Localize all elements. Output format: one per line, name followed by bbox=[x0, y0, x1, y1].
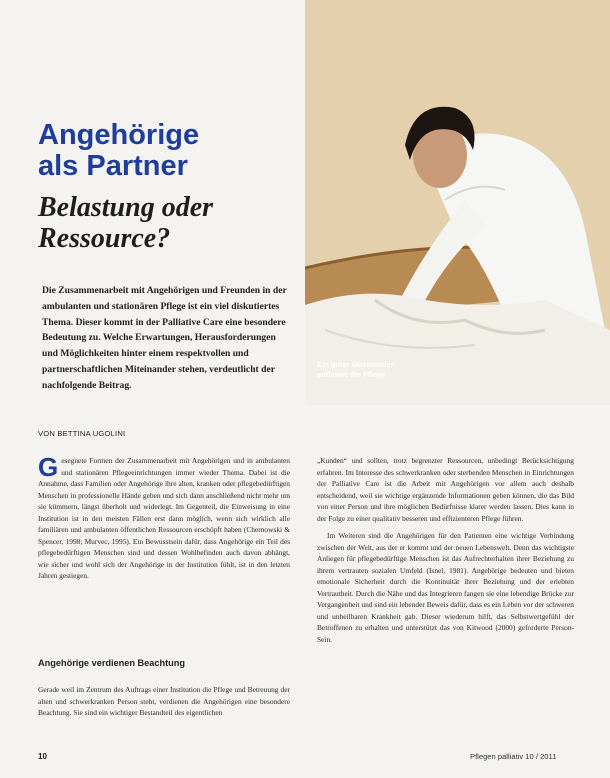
article-title-line-1: Angehörige bbox=[38, 119, 200, 151]
photo-caption-line-1: Ein guter Miteinander bbox=[317, 360, 394, 369]
paragraph-intro-text: esegnete Formen der Zusammenarbeit mit Angehörigen und in ambulanten und stationären Pflegeeinrichtungen immer wieder Thema. Dabei ist die Annahme, dass Familien oder Angehörige ihre alten, kranken oder pflegebedürftigen Menschen in professionelle Hände geben und sich dann anschließend nicht mehr um sie kümmern, längst überholt und widerlegt. Im Gegenteil, die Einweisung in eine Institution ist in den meisten Fällen erst dann möglich, wenn sich wirklich alle familiären und ambulanten öffentlichen Ressourcen erschöpft haben (Chernowski & Spencer, 1998; Murvec, 1995). Ein Bewusstsein dafür, dass Angehörige ein Teil des pflegebedürftigen Menschen sind und dessen Wohlbefinden auch davon abhängt, wie sicher und wohl sich der Angehörige in der Institution fühlt, ist in den letzten Jahren gestiegen. bbox=[38, 456, 290, 580]
article-subtitle-line-1: Belastung oder bbox=[38, 192, 214, 223]
body-column-left bbox=[38, 452, 290, 588]
dropcap: G bbox=[38, 452, 59, 482]
article-title-line-2: als Partner bbox=[38, 150, 188, 182]
section-subheading: Angehörige verdienen Beachtung bbox=[38, 658, 186, 668]
article-subtitle-line-2: Ressource? bbox=[38, 223, 171, 254]
body-column-left-continued bbox=[38, 684, 290, 725]
page-number: 10 bbox=[38, 752, 47, 761]
article-lead: Die Zusammenarbeit mit Angehörigen und Freunden in der ambulanten und stationären Pflege ist ein viel diskutiertes Thema. Dieser kommt in der Palliative Care eine besondere Bedeutung zu. Welche Erwartungen, Herausforderungen und Möglichkeiten hinter einem respektvollen und partnerschaftlichen Miteinander stehen, verdeutlicht der nachfolgende Beitrag. bbox=[42, 285, 287, 391]
byline: VON BETTINA UGOLINI bbox=[38, 429, 126, 438]
article-subtitle bbox=[38, 192, 298, 254]
article-photo bbox=[305, 0, 610, 405]
photo-caption bbox=[317, 360, 427, 380]
body-column-right bbox=[317, 455, 574, 651]
paragraph-2: Gerade weil im Zentrum des Auftrags einer Institution die Pflege und Betreuung der alten und schwerkranken Person steht, verdienen die Angehörigen eine besondere Beachtung. Sie sind ein wichtiger Bestandteil des eigentlichen bbox=[38, 685, 290, 717]
paragraph-4: Im Weiteren sind die Angehörigen für den Patienten eine wichtige Verbindung zwischen der Welt, aus der er kommt und der neuen Lebenswelt. Denn das wichtigste Anliegen für pflegebedürftige Menschen ist das Aufrechterhalten ihrer Beziehung zu ihrem vertrauten sozialen Umfeld (Isnel, 1981). Angehörige bedeuten und bieten emotionale Sicherheit durch die Kontinuität ihrer Beziehung und der erlebten Vertrautheit. Durch die Nähe und das Integrieren fangen sie eine lebendige Brücke zur Vergangenheit und sind ein lebender Beweis dafür, dass es ein Leben vor der schweren und unheilbaren Krankheit gab. Dieser wiederum hilft, das Selbstwertgefühl der Betroffenen zu erhalten und unterstützt das von Kitwood (2000) geforderte Person-Sein. bbox=[317, 531, 574, 644]
article-title bbox=[38, 120, 298, 182]
nurse-making-bed-illustration bbox=[305, 0, 610, 405]
paragraph-3: „Kunden“ und sollten, trotz begrenzter Ressourcen, unbedingt Berücksichtigung erfahren. Im Interesse des schwerkranken oder sterbenden Menschen in Einrichtungen der Palliative Care ist die Arbeit mit Angehörigen vor allem auch deshalb entscheidend, weil sie wichtige ergänzende Informationen geben können, die das Bild von einer Person und ihre möglichen Bedürfnisse klarer werden lassen. Dies kann in der Folge zu einer qualitativ besseren und effizienteren Pflege führen. bbox=[317, 456, 574, 523]
photo-caption-line-2: entlastet die Pflege bbox=[317, 370, 386, 379]
journal-footer: Pflegen palliativ 10 / 2011 bbox=[470, 752, 557, 761]
paragraph-intro bbox=[38, 452, 290, 582]
